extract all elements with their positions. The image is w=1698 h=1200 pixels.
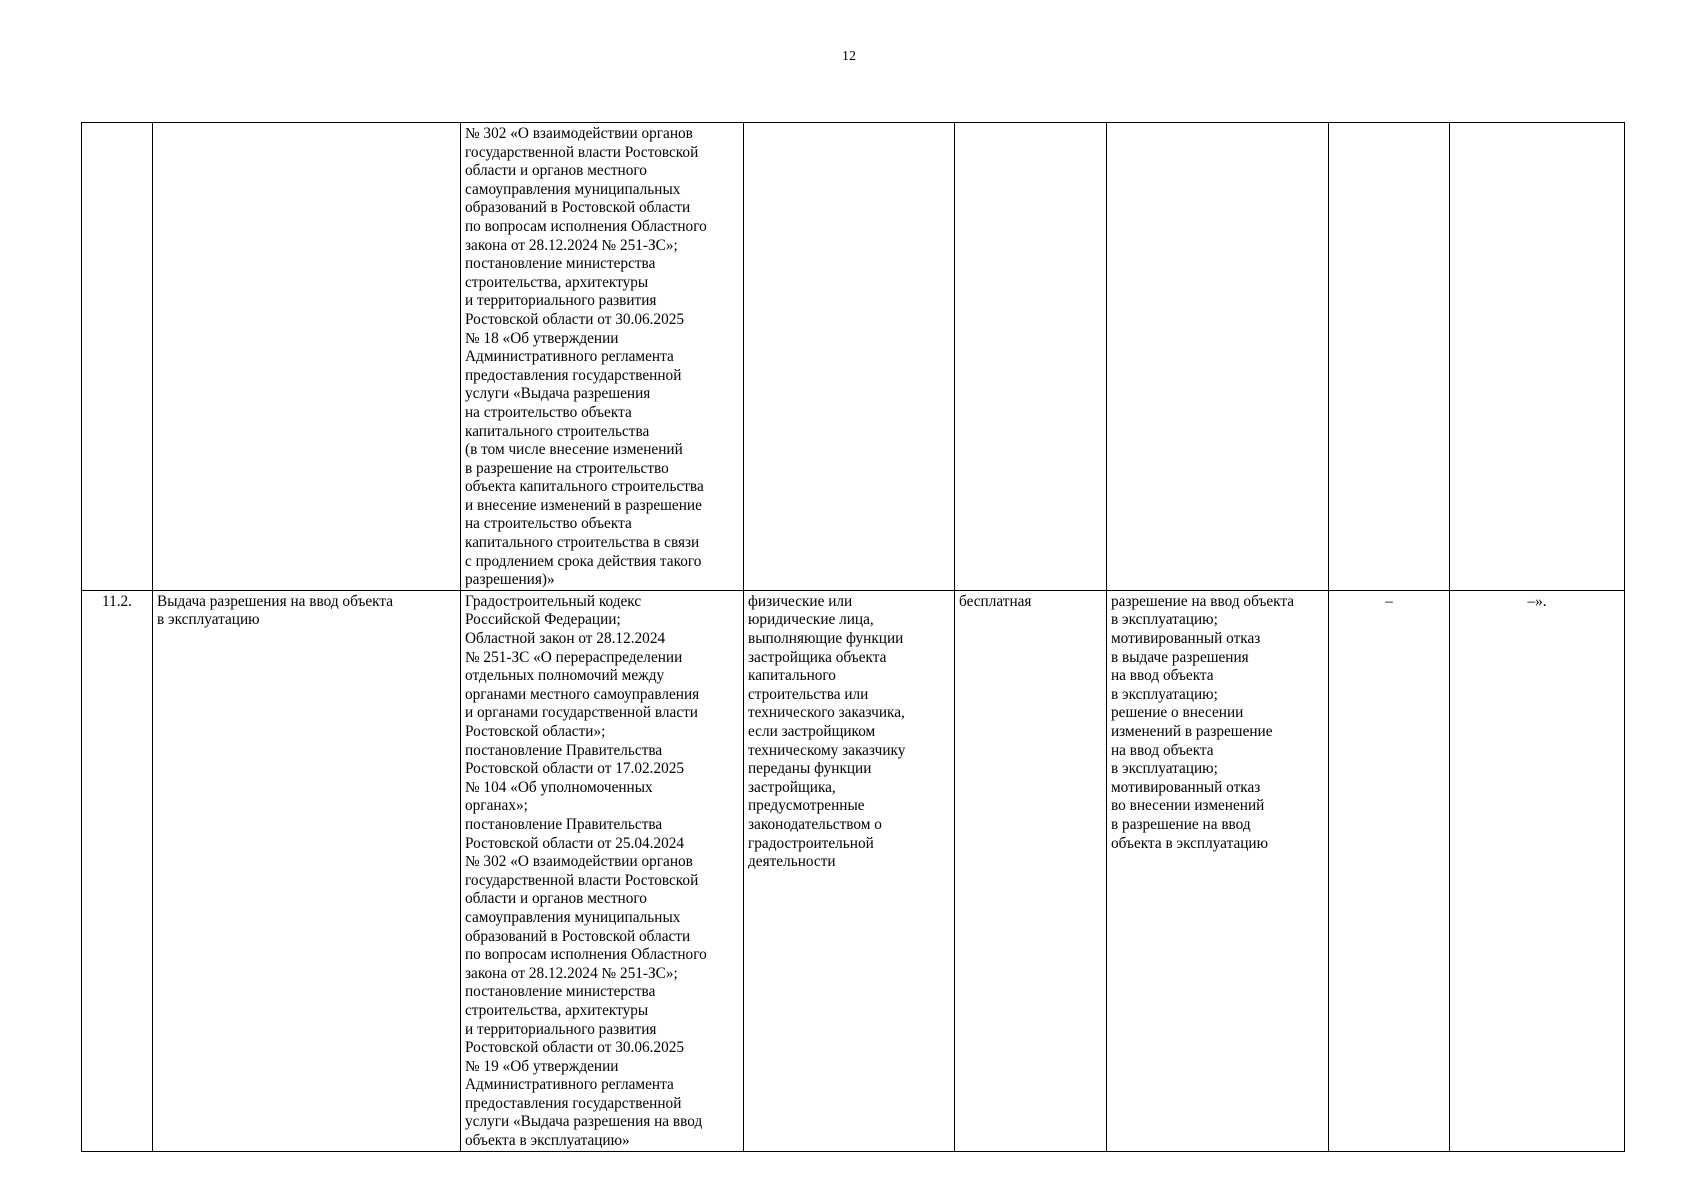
fee-cell: бесплатная xyxy=(955,590,1107,1151)
applicants-cell xyxy=(744,123,955,591)
fee-cell xyxy=(955,123,1107,591)
table-row xyxy=(82,123,1625,591)
row-number-cell: 11.2. xyxy=(82,590,153,1151)
page-number: 12 xyxy=(842,49,856,64)
legal-basis-cell: Градостроительный кодекс Российской Федерации; Областной закон от 28.12.2024 № 251-ЗС «О перераспределении отдельных полномочий между органами местного самоуправления и органами государственной власти Ростовской области»; постановление Правительства Ростовской области от 17.02.2025 № 104 «Об уполномоченных органах»; постановление Правительства Ростовской области от 25.04.2024 № 302 «О взаимодействии органов государственной власти Ростовской области и органов местного самоуправления муниципальных образований в Ростовской области по вопросам исполнения Областного закона от 28.12.2024 № 251-ЗС»; постановление министерства строительства, архитектуры и территориального развития Ростовской области от 30.06.2025 № 19 «Об утверждении Административного регламента предоставления государственной услуги «Выдача разрешения на ввод объекта в эксплуатацию» xyxy=(461,590,744,1151)
service-name-cell: Выдача разрешения на ввод объекта в эксплуатацию xyxy=(153,590,461,1151)
column-8-cell xyxy=(1450,123,1625,591)
table-row xyxy=(82,590,1625,1151)
result-cell xyxy=(1107,123,1329,591)
row-number-cell xyxy=(82,123,153,591)
result-cell: разрешение на ввод объекта в эксплуатацию; мотивированный отказ в выдаче разрешения на ввод объекта в эксплуатацию; решение о внесении изменений в разрешение на ввод объекта в эксплуатацию; мотивированный отказ во внесении изменений в разрешение на ввод объекта в эксплуатацию xyxy=(1107,590,1329,1151)
column-7-cell xyxy=(1329,123,1450,591)
column-7-cell: – xyxy=(1329,590,1450,1151)
services-table xyxy=(81,122,1625,1152)
column-8-cell: –». xyxy=(1450,590,1625,1151)
service-name-cell xyxy=(153,123,461,591)
legal-basis-cell: № 302 «О взаимодействии органов государственной власти Ростовской области и органов местного самоуправления муниципальных образований в Ростовской области по вопросам исполнения Областного закона от 28.12.2024 № 251-ЗС»; постановление министерства строительства, архитектуры и территориального развития Ростовской области от 30.06.2025 № 18 «Об утверждении Административного регламента предоставления государственной услуги «Выдача разрешения на строительство объекта капитального строительства (в том числе внесение изменений в разрешение на строительство объекта капитального строительства и внесение изменений в разрешение на строительство объекта капитального строительства в связи с продлением срока действия такого разрешения)» xyxy=(461,123,744,591)
applicants-cell: физические или юридические лица, выполняющие функции застройщика объекта капитального строительства или технического заказчика, если застройщиком техническому заказчику переданы функции застройщика, предусмотренные законодательством о градостроительной деятельности xyxy=(744,590,955,1151)
